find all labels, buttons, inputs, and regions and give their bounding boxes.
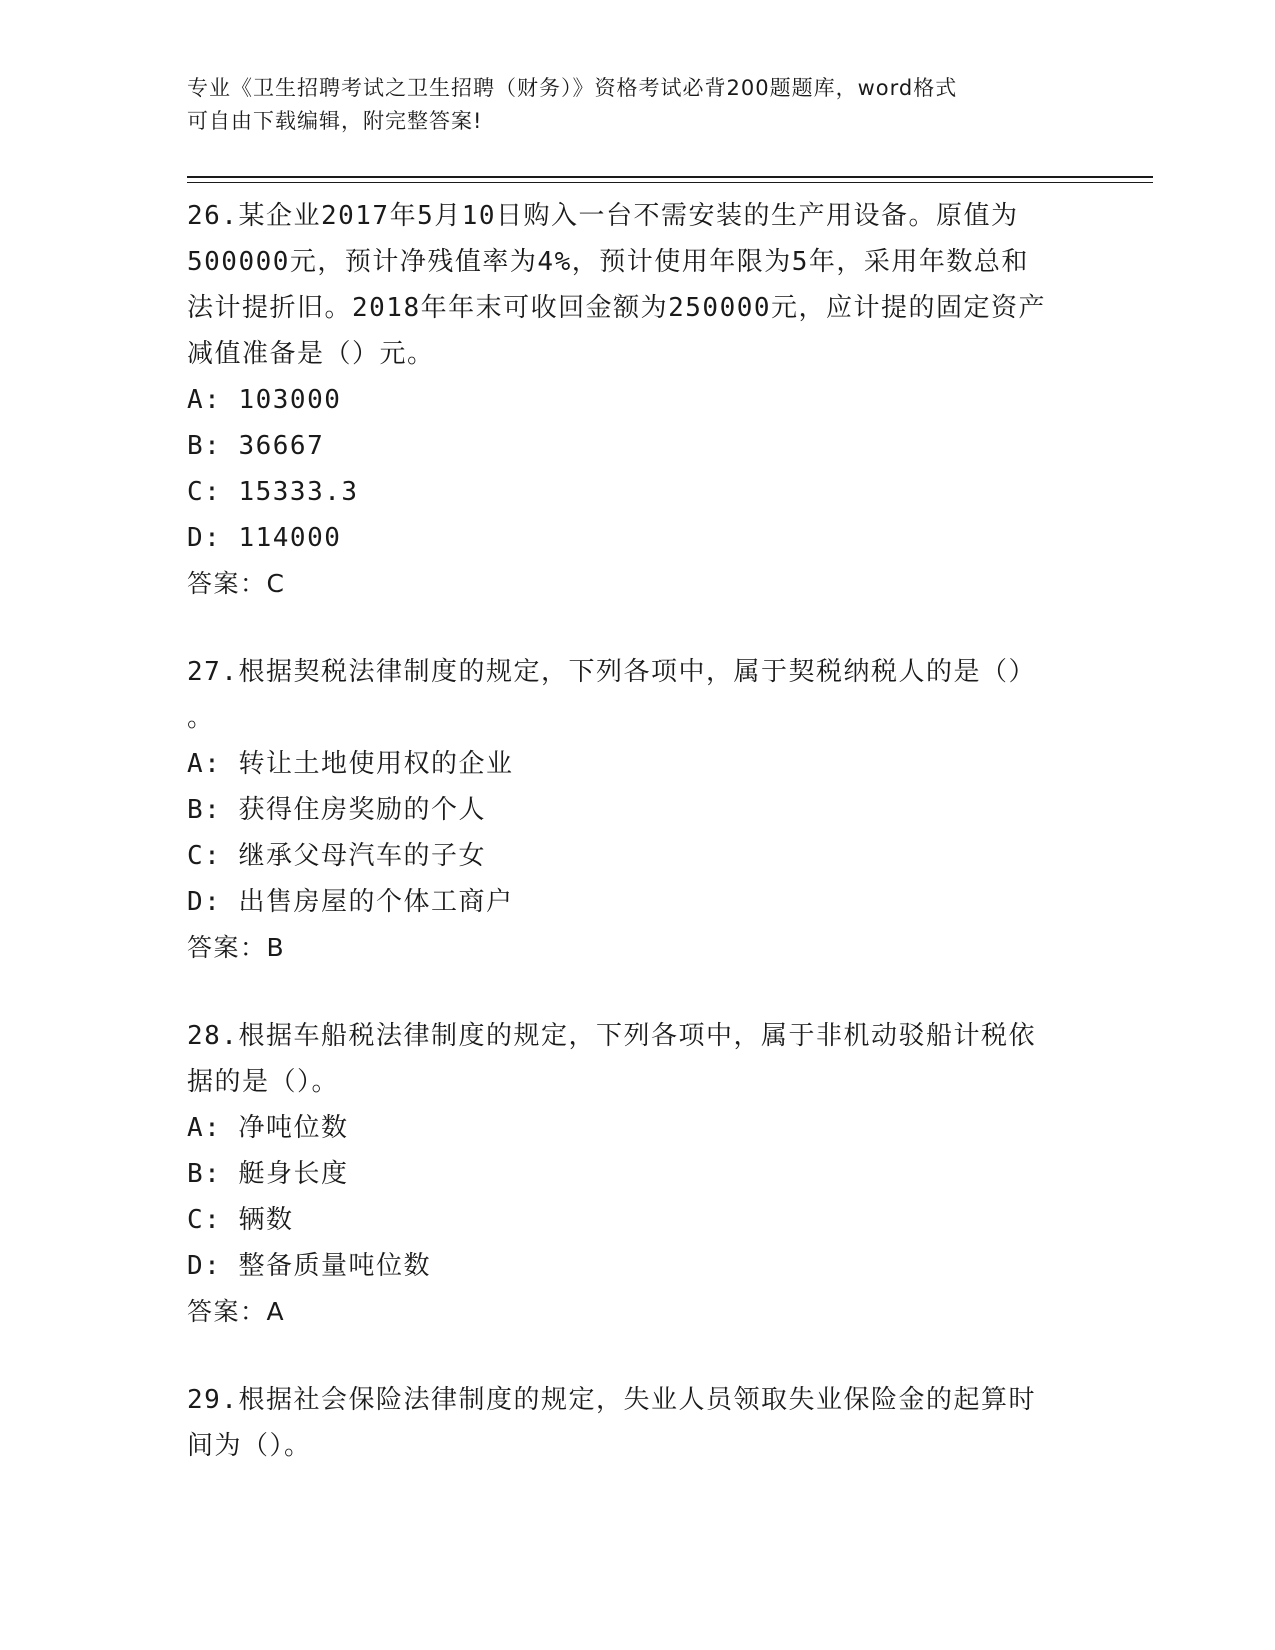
question-stem-line: 据的是（）。: [187, 1067, 340, 1097]
question-stem-line: 28.根据车船税法律制度的规定，下列各项中，属于非机动驳船计税依: [187, 1021, 1036, 1051]
document-header: [187, 72, 1067, 138]
question-stem-line: 29.根据社会保险法律制度的规定，失业人员领取失业保险金的起算时: [187, 1385, 1036, 1415]
question-stem-line: 间为（）。: [187, 1431, 312, 1461]
header-divider-thick: [187, 176, 1153, 178]
answer: 答案：B: [187, 933, 286, 962]
option-a: A: 净吨位数: [187, 1113, 349, 1143]
option-d: D: 出售房屋的个体工商户: [187, 887, 514, 917]
header-line-1: 专业《卫生招聘考试之卫生招聘（财务）》资格考试必背200题题库，word格式: [187, 76, 958, 100]
option-b: B: 36667: [187, 431, 325, 461]
spacer: [187, 607, 1087, 649]
answer: 答案：A: [187, 1297, 286, 1326]
spacer: [187, 971, 1087, 1013]
option-c: C: 辆数: [187, 1205, 294, 1235]
option-b: B: 艇身长度: [187, 1159, 349, 1189]
question-26: [187, 193, 1087, 607]
option-c: C: 15333.3: [187, 477, 359, 507]
option-d: D: 114000: [187, 523, 342, 553]
question-stem-line: 26.某企业2017年5月10日购入一台不需安装的生产用设备。原值为: [187, 201, 1019, 231]
question-27: [187, 649, 1087, 971]
question-stem-line: 。: [187, 703, 215, 733]
question-stem-line: 27.根据契税法律制度的规定，下列各项中，属于契税纳税人的是（）: [187, 657, 1036, 687]
option-a: A: 103000: [187, 385, 342, 415]
question-stem-line: 法计提折旧。2018年年末可收回金额为250000元，应计提的固定资产: [187, 293, 1047, 323]
option-c: C: 继承父母汽车的子女: [187, 841, 486, 871]
option-b: B: 获得住房奖励的个人: [187, 795, 486, 825]
question-stem-line: 500000元，预计净残值率为4%，预计使用年限为5年，采用年数总和: [187, 247, 1029, 277]
answer: 答案：C: [187, 569, 286, 598]
header-line-2: 可自由下载编辑，附完整答案!: [187, 109, 483, 133]
option-a: A: 转让土地使用权的企业: [187, 749, 514, 779]
question-29: [187, 1377, 1087, 1469]
option-d: D: 整备质量吨位数: [187, 1251, 431, 1281]
question-stem-line: 减值准备是（）元。: [187, 339, 435, 369]
spacer: [187, 1335, 1087, 1377]
question-list: [187, 193, 1087, 1469]
header-divider-thin: [187, 182, 1153, 183]
question-28: [187, 1013, 1087, 1335]
